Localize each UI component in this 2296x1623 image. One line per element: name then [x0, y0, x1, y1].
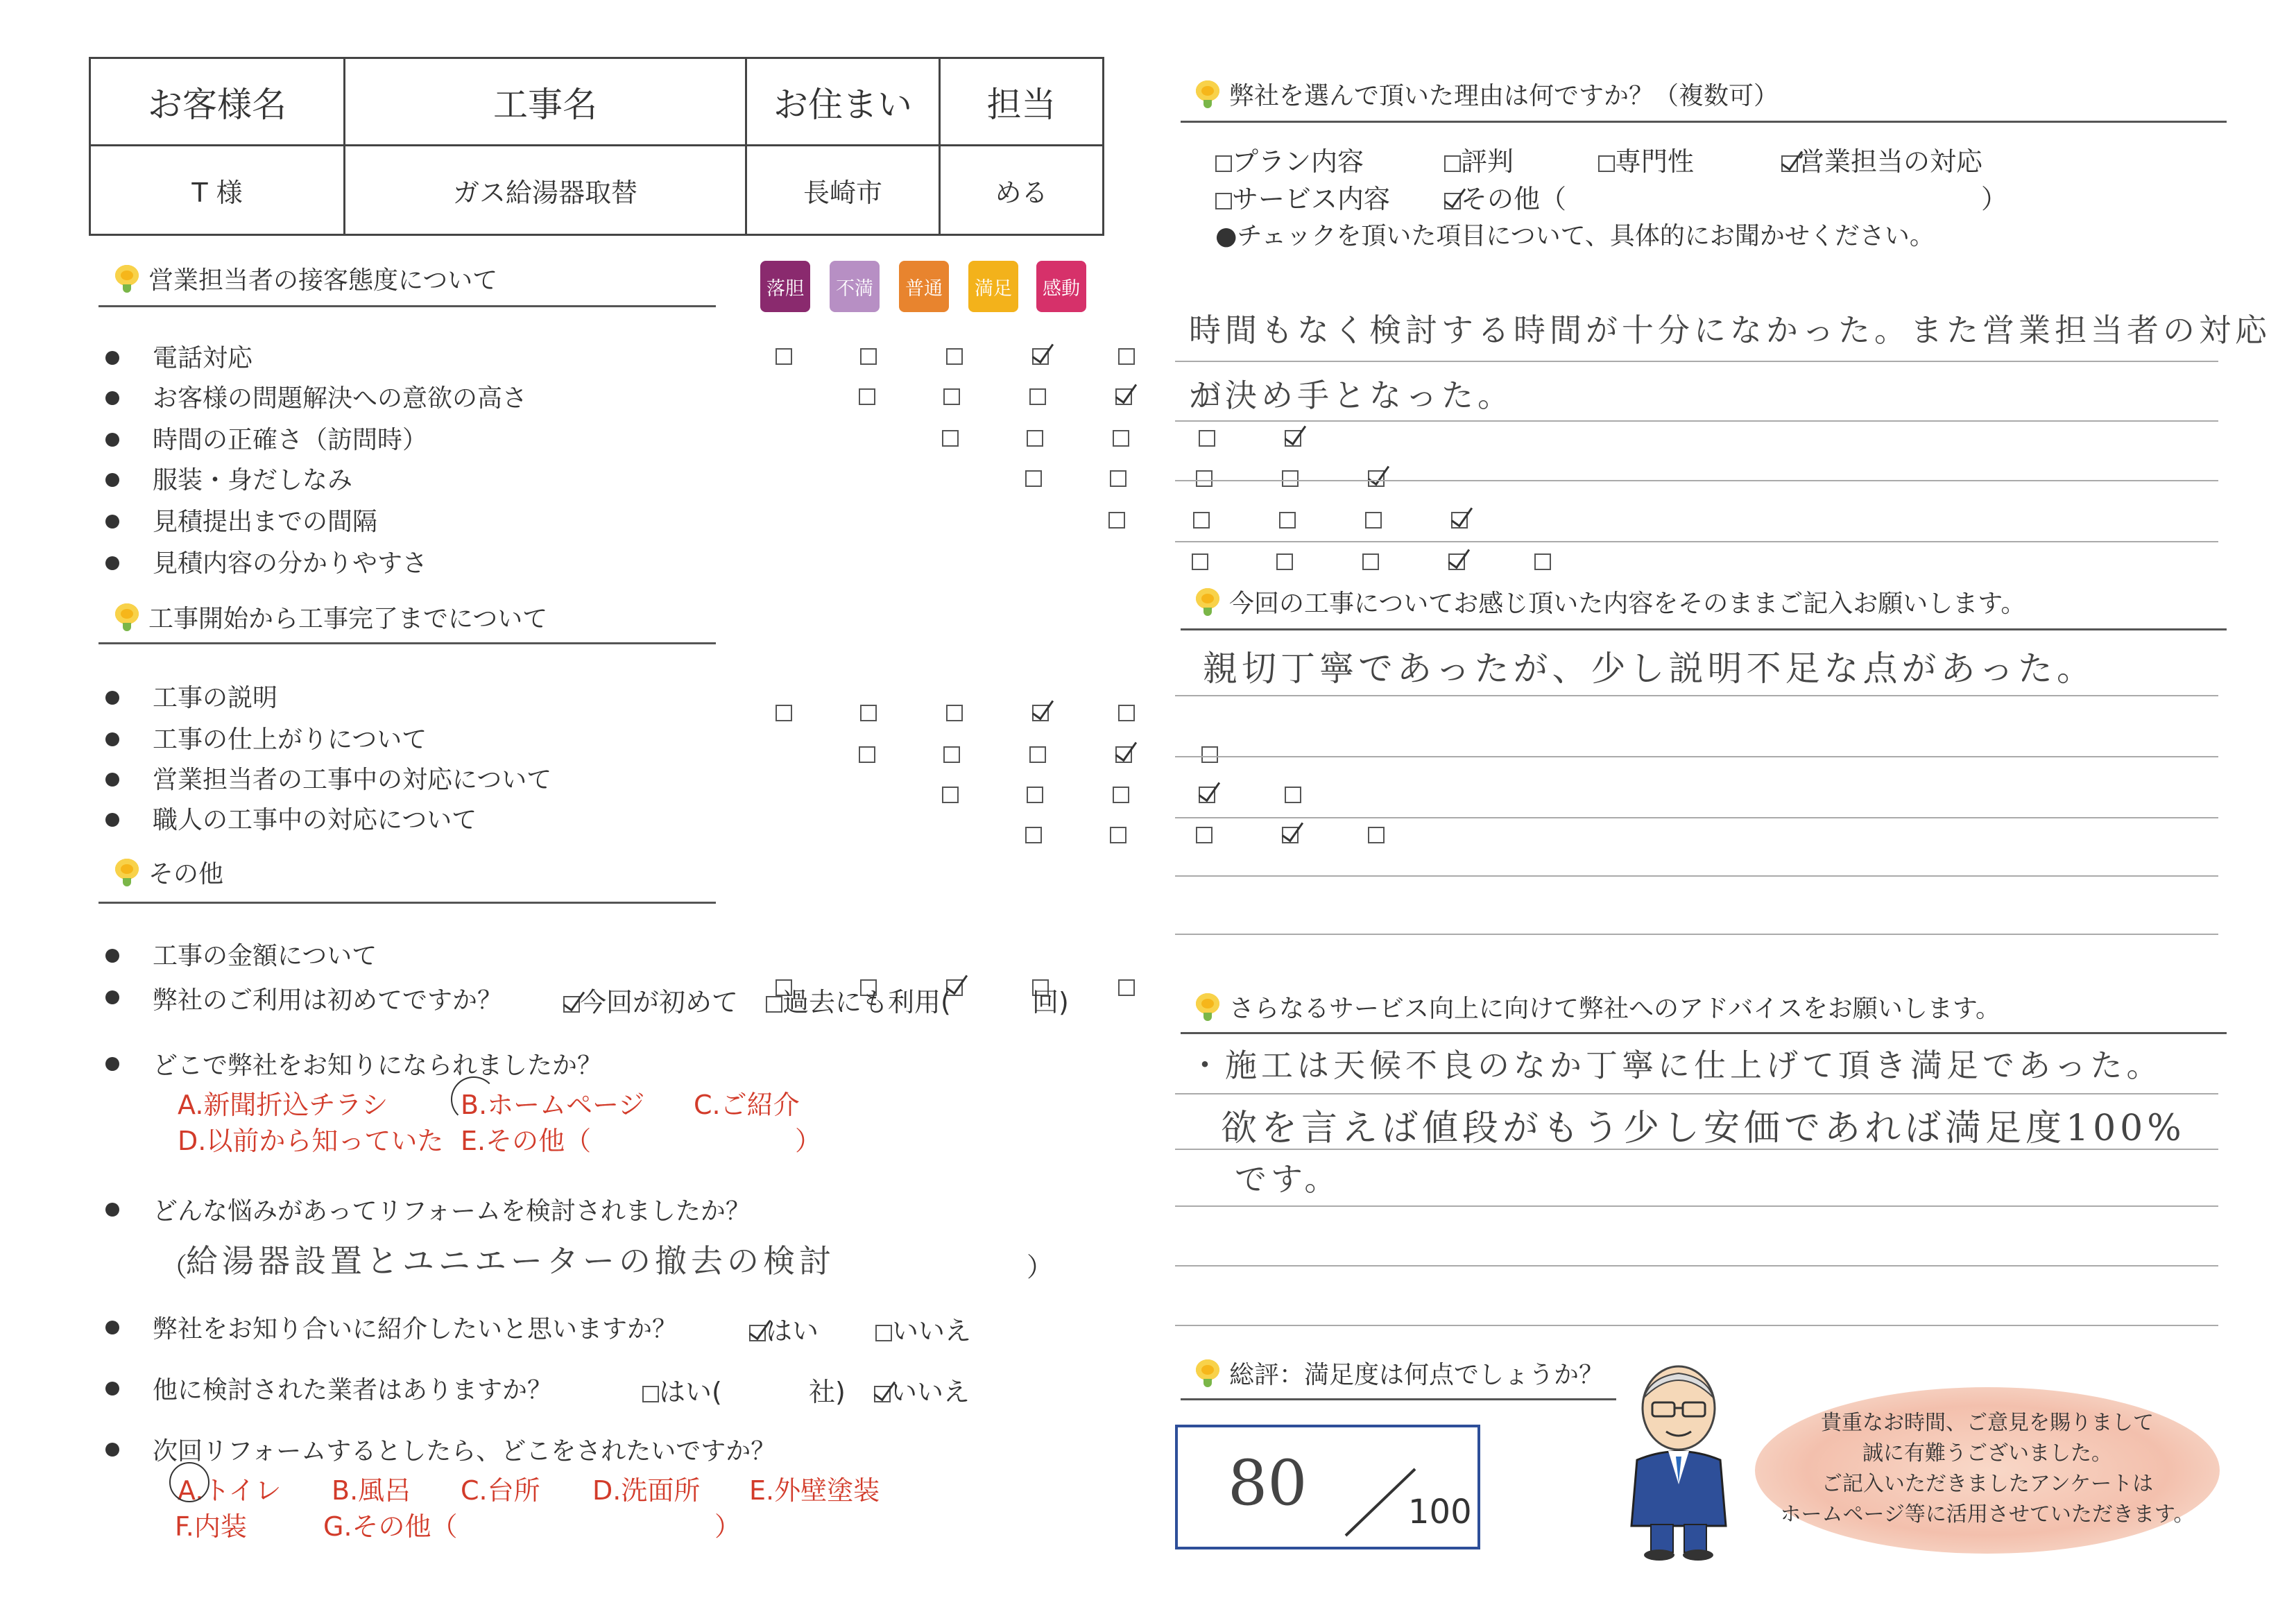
option-homepage[interactable]: B.ホームページ — [461, 1090, 645, 1120]
writing-line — [1175, 756, 2218, 757]
score-value: 80 — [1228, 1447, 1308, 1520]
bullet — [105, 691, 119, 705]
writing-line — [1175, 541, 2218, 542]
section-divider — [1181, 1032, 2227, 1034]
rating-checkbox[interactable] — [1118, 348, 1135, 365]
rating-checkbox[interactable] — [946, 348, 963, 365]
rating-checkbox-checked[interactable] — [1032, 348, 1049, 365]
rating-checkbox[interactable] — [943, 746, 960, 763]
thanks-message: 貴重なお時間、ご意見を賜りまして 誠に有難うございました。 ご記入いただきましたアンケートは ホームページ等に活用させていただきます。 — [1780, 1411, 2195, 1527]
option-referral[interactable]: C.ご紹介 — [694, 1090, 800, 1120]
work-name: ガス給湯器取替 — [345, 146, 746, 235]
rating-checkbox[interactable] — [1110, 827, 1126, 843]
checkbox-checked[interactable] — [874, 1386, 891, 1402]
customer-name: T 様 — [90, 146, 345, 235]
rating-item-label: 工事の仕上がりについて — [153, 725, 427, 754]
checkbox-checked[interactable] — [1444, 193, 1461, 209]
rating-checkbox[interactable] — [1196, 470, 1213, 487]
bullet — [105, 773, 119, 787]
advice-answer-line3: です。 — [1235, 1160, 1341, 1198]
worry-open-paren: （ — [161, 1252, 188, 1282]
bullet — [105, 813, 119, 827]
rating-checkbox[interactable] — [776, 705, 792, 721]
advice-answer-line1: ・施工は天候不良のなか丁寧に仕上げて頂き満足であった。 — [1189, 1047, 2163, 1084]
section-advice — [1194, 989, 2001, 1024]
staff-name: める — [940, 146, 1104, 235]
option-other-no[interactable]: いいえ — [874, 1371, 970, 1409]
flower-icon — [1194, 1359, 1222, 1387]
reason-reputation[interactable]: 評判 — [1444, 140, 1514, 178]
checkbox-checked[interactable] — [749, 1325, 766, 1341]
rating-checkbox[interactable] — [860, 348, 877, 365]
rating-item-label: 営業担当者の工事中の対応について — [153, 766, 552, 794]
rating-label-1: 不満 — [830, 261, 880, 312]
rating-checkbox[interactable] — [1029, 388, 1046, 405]
rating-item-label: 工事の説明 — [153, 684, 278, 712]
rating-checkbox[interactable] — [1029, 746, 1046, 763]
option-bath[interactable]: B.風呂 — [332, 1475, 411, 1506]
score-max: 100 — [1408, 1493, 1472, 1531]
checkbox-checked[interactable] — [563, 996, 580, 1013]
rating-checkbox-checked[interactable] — [1032, 705, 1049, 721]
mascot-icon — [1616, 1359, 1741, 1561]
writing-line — [1175, 420, 2218, 422]
impression-answer: 親切丁寧であったが、少し説明不足な点があった。 — [1203, 649, 2096, 689]
option-interior[interactable]: F.内装 — [175, 1511, 247, 1542]
section-divider — [1181, 121, 2227, 123]
checkbox[interactable] — [1215, 193, 1232, 209]
option-intro-yes[interactable]: はい — [749, 1309, 819, 1348]
writing-line — [1175, 361, 2218, 362]
rating-checkbox-checked[interactable] — [1282, 827, 1299, 843]
section-sales-attitude — [114, 261, 497, 296]
rating-checkbox[interactable] — [942, 787, 959, 803]
checkbox[interactable] — [1598, 155, 1615, 172]
rating-item-label: 見積内容の分かりやすさ — [153, 549, 428, 578]
bullet — [105, 433, 119, 447]
option-newspaper[interactable]: A.新聞折込チラシ — [178, 1090, 388, 1120]
bullet — [105, 990, 119, 1004]
option-known-before[interactable]: D.以前から知っていた — [178, 1126, 444, 1156]
reason-specialty[interactable]: 専門性 — [1598, 140, 1694, 178]
bullet — [105, 556, 119, 570]
rating-item-label: 時間の正確さ（訪問時） — [153, 426, 428, 454]
question-how-know: どこで弊社をお知りになられましたか？ — [153, 1051, 603, 1080]
question-first-time: 弊社のご利用は初めてですか？ — [153, 986, 503, 1015]
rating-item-label: 工事の金額について — [153, 942, 377, 970]
section-title: 弊社を選んで頂いた理由は何ですか？（複数可） — [1229, 82, 1779, 110]
checkbox[interactable] — [642, 1386, 659, 1402]
rating-item-label: 見積提出までの間隔 — [153, 508, 378, 536]
writing-line — [1175, 1205, 2218, 1207]
worry-answer: 給湯器設置とユニエーターの撤去の検討 — [186, 1242, 835, 1280]
checkbox[interactable] — [766, 996, 782, 1013]
rating-checkbox[interactable] — [1365, 512, 1382, 529]
rating-checkbox[interactable] — [1201, 746, 1218, 763]
answer-circle — [169, 1462, 209, 1502]
section-title: 今回の工事についてお感じ頂いた内容をそのままご記入お願いします。 — [1229, 590, 2026, 618]
rating-checkbox[interactable] — [1025, 827, 1042, 843]
section-total — [1194, 1355, 1604, 1391]
rating-checkbox[interactable] — [1110, 470, 1126, 487]
rating-checkbox[interactable] — [1534, 553, 1551, 570]
question-other-companies: 他に検討された業者はありますか？ — [153, 1376, 553, 1405]
bullet — [105, 732, 119, 746]
rating-checkbox-checked[interactable] — [1368, 470, 1385, 487]
rating-checkbox-checked[interactable] — [1115, 388, 1132, 405]
rating-item-label: 職人の工事中の対応について — [153, 806, 477, 834]
writing-line — [1175, 934, 2218, 935]
rating-checkbox[interactable] — [1282, 470, 1299, 487]
flower-icon — [1194, 588, 1222, 616]
work-name-heading: 工事名 — [345, 58, 746, 146]
option-first-time[interactable]: 今回が初めて — [563, 981, 738, 1019]
reason-answer-line2: が決め手となった。 — [1189, 377, 1514, 414]
section-title: さらなるサービス向上に向けて弊社へのアドバイスをお願いします。 — [1229, 995, 2001, 1023]
question-introduce: 弊社をお知り合いに紹介したいと思いますか？ — [153, 1315, 678, 1343]
bullet — [105, 1443, 119, 1457]
rating-checkbox[interactable] — [1025, 470, 1042, 487]
flower-icon — [114, 265, 142, 293]
option-other-yes-end: 社) — [809, 1377, 846, 1407]
bullet — [105, 515, 119, 529]
header-table — [89, 57, 1104, 236]
checkbox[interactable] — [875, 1325, 892, 1341]
option-exterior[interactable]: E.外壁塗装 — [749, 1475, 880, 1506]
checkbox[interactable] — [1215, 155, 1232, 172]
section-title: 営業担当者の接客態度について — [148, 266, 498, 295]
option-used-before[interactable]: 過去にも利用( — [766, 981, 951, 1019]
rating-label-0: 落胆 — [760, 261, 810, 312]
option-intro-no[interactable]: いいえ — [875, 1309, 971, 1348]
writing-line — [1175, 695, 2218, 696]
bullet — [105, 1057, 119, 1071]
flower-icon — [114, 859, 142, 886]
bullet — [105, 1203, 119, 1217]
section-divider — [1181, 1398, 1616, 1400]
writing-line — [1175, 817, 2218, 818]
rating-checkbox[interactable] — [1113, 430, 1129, 447]
flower-icon — [114, 603, 142, 631]
bullet — [105, 949, 119, 963]
rating-label-3: 満足 — [968, 261, 1018, 312]
rating-checkbox-checked[interactable] — [1199, 787, 1215, 803]
reason-other[interactable]: その他（ — [1444, 178, 1566, 216]
option-toilet[interactable]: A.トイレ — [178, 1475, 282, 1506]
rating-checkbox-checked[interactable] — [1115, 746, 1132, 763]
rating-checkbox[interactable] — [1108, 512, 1125, 529]
option-other-end: ） — [714, 1511, 742, 1542]
rating-checkbox[interactable] — [943, 388, 960, 405]
question-next-reform: 次回リフォームするとしたら、どこをされたいですか？ — [153, 1437, 776, 1466]
rating-checkbox[interactable] — [1118, 705, 1135, 721]
rating-checkbox[interactable] — [859, 746, 875, 763]
customer-name-heading: お客様名 — [90, 58, 345, 146]
answer-circle — [451, 1076, 497, 1122]
reason-service[interactable]: サービス内容 — [1215, 178, 1390, 216]
rating-checkbox[interactable] — [1118, 979, 1135, 996]
rating-item-label: 服装・身だしなみ — [153, 466, 353, 495]
bullet — [105, 1321, 119, 1334]
rating-checkbox[interactable] — [860, 705, 877, 721]
section-divider — [98, 642, 716, 644]
checkbox[interactable] — [1444, 155, 1461, 172]
rating-checkbox-checked[interactable] — [1448, 553, 1465, 570]
reason-plan[interactable]: プラン内容 — [1215, 140, 1364, 178]
worry-close-paren: ） — [1027, 1252, 1054, 1282]
writing-line — [1175, 1093, 2218, 1094]
rating-checkbox-checked[interactable] — [1451, 512, 1468, 529]
flower-icon — [1194, 993, 1222, 1021]
rating-item-label: お客様の問題解決への意欲の高さ — [153, 384, 528, 413]
writing-line — [1175, 875, 2218, 877]
rating-checkbox[interactable] — [1027, 787, 1043, 803]
rating-checkbox[interactable] — [776, 348, 792, 365]
rating-checkbox[interactable] — [1362, 553, 1379, 570]
reason-prompt: ●チェックを頂いた項目について、具体的にお聞かせください。 — [1215, 222, 1935, 250]
reason-other-end: ） — [1981, 184, 2008, 214]
checkbox-checked[interactable] — [1781, 155, 1798, 172]
writing-line — [1175, 480, 2218, 481]
bullet — [105, 351, 119, 365]
staff-heading: 担当 — [940, 58, 1104, 146]
option-other-end: ） — [795, 1126, 822, 1156]
advice-answer-line2: 欲を言えば値段がもう少し安価であれば満足度100% — [1221, 1108, 2186, 1149]
section-title: 総評：満足度は何点でしょうか？ — [1229, 1361, 1604, 1389]
rating-checkbox[interactable] — [946, 705, 963, 721]
flower-icon — [1194, 80, 1222, 108]
section-reason — [1194, 76, 1779, 112]
bullet — [105, 473, 119, 487]
section-divider — [98, 902, 716, 904]
option-other-yes[interactable]: はい( — [642, 1371, 722, 1409]
rating-item-label: 電話対応 — [153, 344, 253, 372]
rating-checkbox[interactable] — [859, 388, 875, 405]
writing-line — [1175, 1265, 2218, 1266]
rating-checkbox[interactable] — [1192, 553, 1208, 570]
rating-checkbox[interactable] — [1113, 787, 1129, 803]
option-other[interactable]: G.その他（ — [323, 1511, 458, 1542]
rating-checkbox[interactable] — [1193, 512, 1210, 529]
rating-checkbox[interactable] — [1285, 787, 1301, 803]
section-construction — [114, 599, 547, 635]
rating-checkbox-checked[interactable] — [1285, 430, 1301, 447]
rating-checkbox[interactable] — [1368, 827, 1385, 843]
rating-checkbox[interactable] — [1027, 430, 1043, 447]
section-title: その他 — [148, 860, 224, 888]
reason-answer-line1: 時間もなく検討する時間が十分になかった。また営業担当者の対応 — [1189, 311, 2271, 349]
rating-label-4: 感動 — [1036, 261, 1086, 312]
section-divider — [1181, 628, 2227, 630]
option-kitchen[interactable]: C.台所 — [461, 1475, 540, 1506]
rating-checkbox[interactable] — [1196, 827, 1213, 843]
reason-sales[interactable]: 営業担当の対応 — [1781, 140, 1982, 178]
residence: 長崎市 — [746, 146, 940, 235]
section-divider — [98, 305, 716, 307]
option-other[interactable]: E.その他（ — [461, 1126, 592, 1156]
residence-heading: お住まい — [746, 58, 940, 146]
section-title: 工事開始から工事完了までについて — [148, 605, 548, 633]
bullet — [105, 1382, 119, 1396]
rating-checkbox[interactable] — [1279, 512, 1296, 529]
section-other — [114, 855, 223, 890]
option-washroom[interactable]: D.洗面所 — [592, 1475, 701, 1506]
bullet — [105, 391, 119, 405]
option-used-before-end: 回) — [1032, 987, 1069, 1017]
rating-label-2: 普通 — [899, 261, 949, 312]
question-worry: どんな悩みがあってリフォームを検討されましたか？ — [153, 1197, 751, 1226]
rating-checkbox[interactable] — [1276, 553, 1293, 570]
writing-line — [1175, 1325, 2218, 1326]
rating-checkbox[interactable] — [1199, 430, 1215, 447]
section-impression — [1194, 584, 2025, 619]
rating-checkbox[interactable] — [942, 430, 959, 447]
